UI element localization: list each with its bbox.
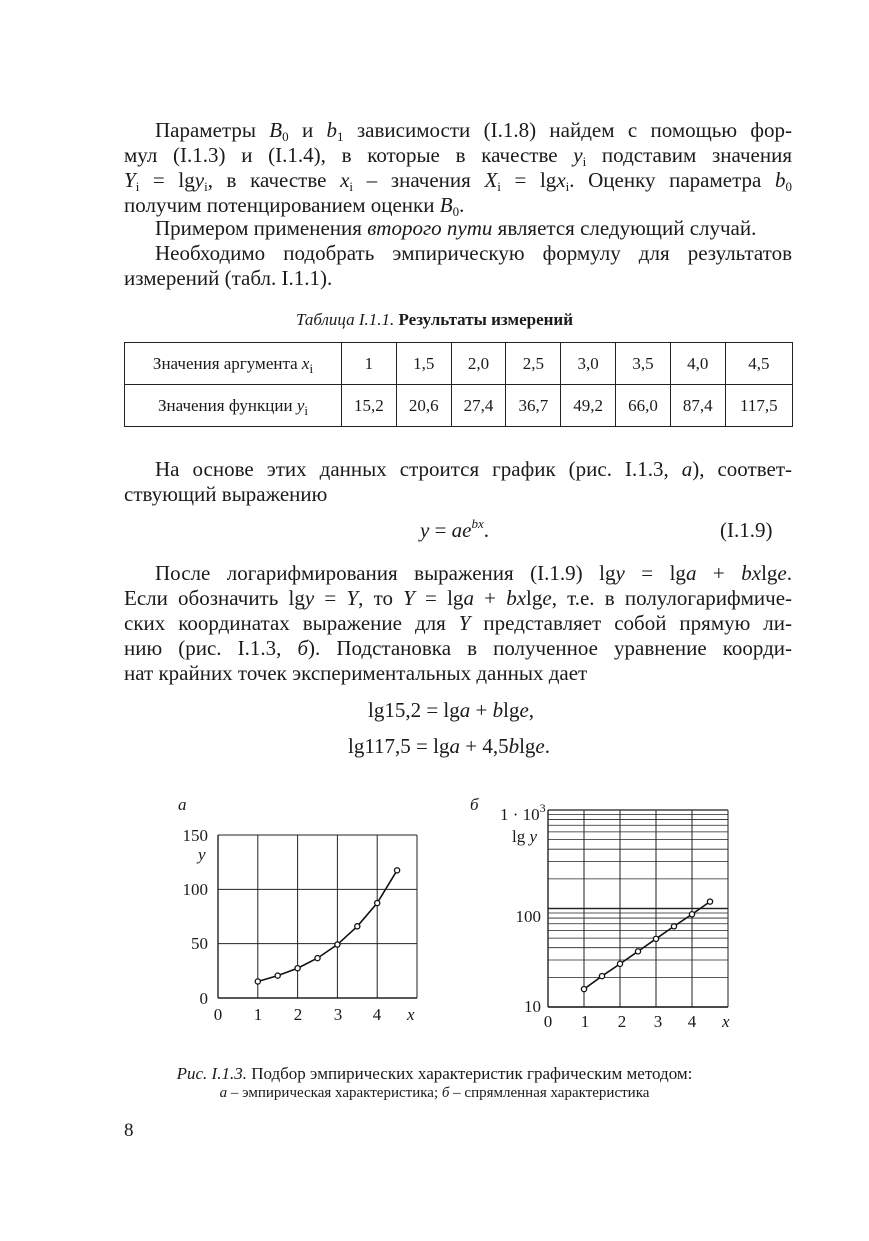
data-point xyxy=(255,979,260,984)
data-point xyxy=(635,949,640,954)
table-cell: 3,5 xyxy=(616,343,671,385)
y-tick-label-top: $1 \cdot 10^3$ xyxy=(500,801,546,824)
x-tick-label: 2 xyxy=(617,1012,627,1031)
table-cell: 15,2 xyxy=(342,385,397,427)
figure-caption-legend: а – эмпирическая характеристика; б – спрямленная характеристика xyxy=(219,1085,650,1101)
x-tick-label: 0 xyxy=(213,1005,223,1024)
data-point xyxy=(335,942,340,947)
x-tick-label: 4 xyxy=(687,1012,697,1031)
chart-rectified xyxy=(460,790,750,1035)
table-cell: 1 xyxy=(342,343,397,385)
equation-last-point: lg117,5 = lga + 4,5blge. xyxy=(348,734,550,758)
paragraph-formula-task: Необходимо подобрать эмпирическую формулу для результатов измерений (табл. I.1.1). xyxy=(124,241,792,290)
table-row-function xyxy=(125,385,793,427)
table-cell: 4,5 xyxy=(725,343,792,385)
y-tick-label: 150 xyxy=(182,826,208,845)
chart-a-xlabel: x xyxy=(407,1005,415,1024)
x-tick-label: 2 xyxy=(293,1005,303,1024)
table-cell: 87,4 xyxy=(670,385,725,427)
y-tick-label: 10 xyxy=(524,997,541,1016)
data-point xyxy=(617,961,622,966)
data-point xyxy=(395,868,400,873)
y-tick-label: 100 xyxy=(515,907,541,926)
data-point xyxy=(295,966,300,971)
chart-a-ylabel: y xyxy=(198,845,206,864)
table-cell: 4,0 xyxy=(670,343,725,385)
equation-label: (I.1.9) xyxy=(720,518,773,542)
page-number: 8 xyxy=(124,1120,134,1141)
y-tick-label: 0 xyxy=(199,989,208,1008)
y-tick-label: 100 xyxy=(182,880,208,899)
data-point xyxy=(375,900,380,905)
chart-b-ylabel: lg y xyxy=(512,827,538,846)
data-point xyxy=(355,924,360,929)
paragraph-logarithm: После логарифмирования выражения (I.1.9) lgy = lga + bxlge. Если обозначить lgy = Y, то Y = lga + bxlge, т.е. в полулогарифмиче- ских координатах выражение для Y представляет собой прямую ли- нию (рис. I.1.3, б). Подстановка в полученное уравнение коорди- нат крайних точек экспериментальных данных дает xyxy=(124,561,793,685)
table-row-arguments xyxy=(125,343,793,385)
data-point xyxy=(581,986,586,991)
equation-first-point: lg15,2 = lga + blge, xyxy=(368,698,535,722)
table-cell: 20,6 xyxy=(396,385,451,427)
x-tick-label: 1 xyxy=(253,1005,263,1024)
chart-b-xlabel: x xyxy=(722,1012,730,1031)
chart-a-panel-label: а xyxy=(178,795,187,814)
x-tick-label: 3 xyxy=(653,1012,663,1031)
data-point xyxy=(689,912,694,917)
table-cell: 36,7 xyxy=(506,385,561,427)
x-tick-label: 3 xyxy=(333,1005,343,1024)
table-cell: 2,0 xyxy=(451,343,506,385)
equation-exponential: $y = ae^{bx}$. xyxy=(420,516,490,542)
series-line xyxy=(258,870,397,981)
figure-caption: Рис. I.1.3. Подбор эмпирических характеристик графическим методом: xyxy=(176,1064,693,1083)
y-tick-label: 50 xyxy=(191,934,208,953)
chart-b-ylabel-data: lg y xyxy=(460,790,462,791)
x-tick-label: 4 xyxy=(372,1005,382,1024)
paragraph-parameters: Параметры $B_0$ и $b_1$ зависимости (I.1.8) найдем с помощью фор- мул (I.1.3) и (I.1.4), в которые в качестве $y_i$ подставим значения $Y_i = \lg y_i$, в качестве $x_i$ – значения $X_i = \lg x_i$. Оценку параметра $b_0$ получим потенцированием оценки $B_0$. xyxy=(124,118,792,219)
data-point xyxy=(599,973,604,978)
x-tick-label: 1 xyxy=(580,1012,590,1031)
table-cell: 66,0 xyxy=(616,385,671,427)
paragraph-graph-basis: На основе этих данных строится график (рис. I.1.3, а), соответ- ствующий выражению xyxy=(124,457,792,506)
data-point xyxy=(707,899,712,904)
chart-b-panel-label: б xyxy=(470,795,479,814)
row-label-arguments: Значения аргумента $x_i$ xyxy=(125,343,342,385)
data-point xyxy=(275,973,280,978)
chart-empirical xyxy=(160,790,430,1035)
table-cell: 2,5 xyxy=(506,343,561,385)
data-point xyxy=(671,924,676,929)
data-point xyxy=(315,956,320,961)
table-cell: 117,5 xyxy=(725,385,792,427)
results-table xyxy=(124,342,793,427)
paragraph-example: Примером применения второго пути является следующий случай. xyxy=(155,216,757,240)
table-cell: 49,2 xyxy=(561,385,616,427)
row-label-function: Значения функции $y_i$ xyxy=(125,385,342,427)
table-cell: 3,0 xyxy=(561,343,616,385)
table-cell: 1,5 xyxy=(396,343,451,385)
table-caption: Таблица I.1.1. Результаты измерений xyxy=(295,310,574,329)
x-tick-label: 0 xyxy=(543,1012,553,1031)
table-cell: 27,4 xyxy=(451,385,506,427)
data-point xyxy=(653,936,658,941)
